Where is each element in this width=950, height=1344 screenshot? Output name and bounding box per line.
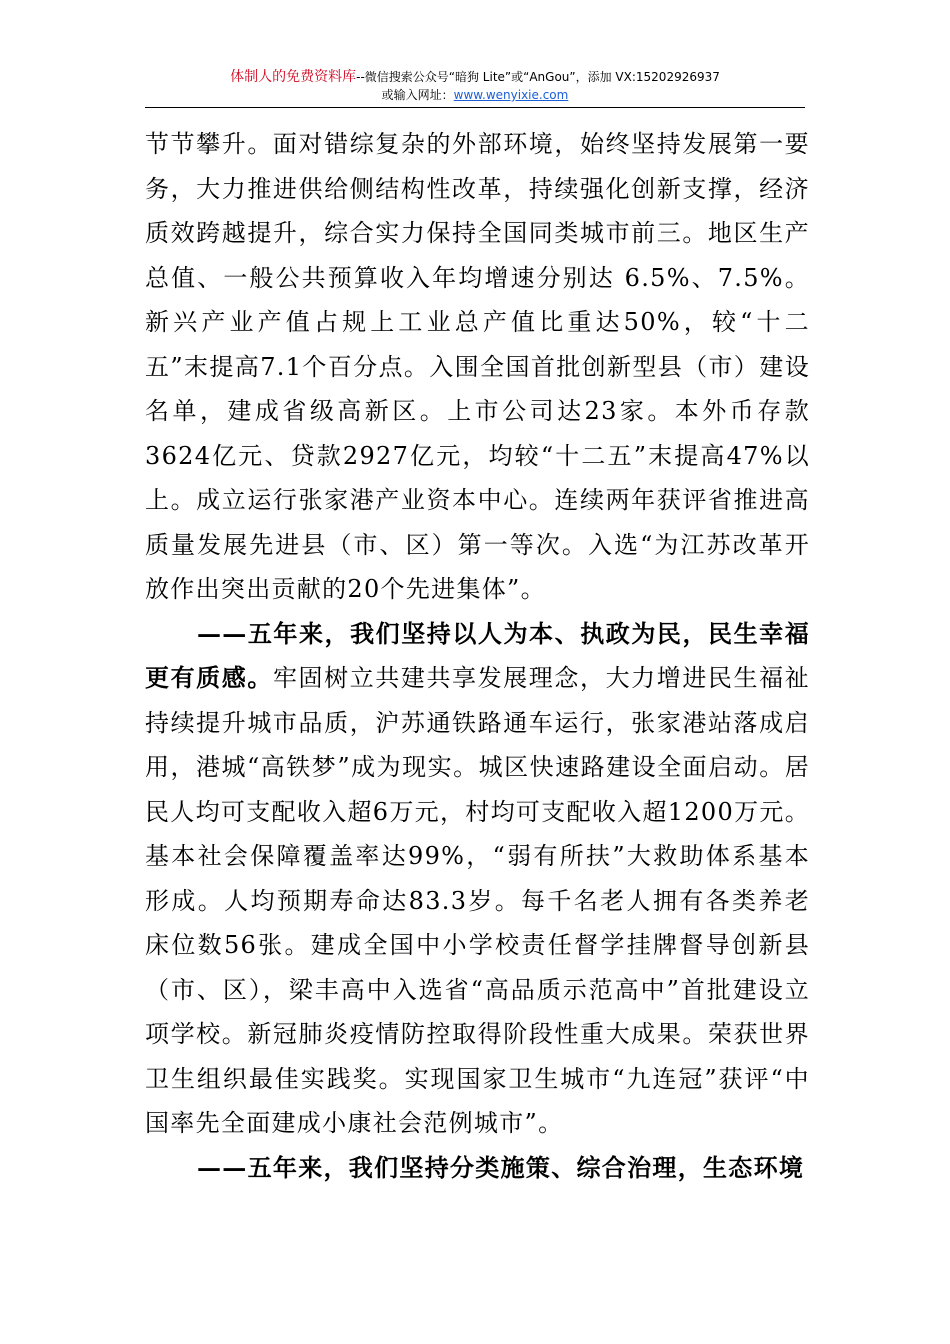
url-prefix: 或输入网址： xyxy=(381,88,454,102)
header-line-1 xyxy=(145,68,805,86)
header-divider xyxy=(145,107,805,108)
website-link[interactable]: www.wenyixie.com xyxy=(453,88,569,102)
paragraph-2 xyxy=(145,612,810,1146)
paragraph-3 xyxy=(145,1146,810,1191)
paragraph-3-lead: ——五年来，我们坚持分类施策、综合治理，生态环境 xyxy=(197,1152,805,1182)
brand-name: 体制人的免费资料库 xyxy=(230,69,357,85)
paragraph-1-text: 节节攀升。面对错综复杂的外部环境，始终坚持发展第一要务，大力推进供给侧结构性改革，持续强化创新支撑，经济质效跨越提升，综合实力保持全国同类城市前三。地区生产总值、一般公共预算收入年均增速分别达 6.5%、7.5%。新兴产业产值占规上工业总产值比重达50%，较“十二五”末提高7.1个百分点。入围全国首批创新型县（市）建设名单，建成省级高新区。上市公司达23家。本外币存款3624亿元、贷款2927亿元，均较“十二五”末提高47%以上。成立运行张家港产业资本中心。连续两年获评省推进高质量发展先进县（市、区）第一等次。入选“为江苏改革开放作出突出贡献的20个先进集体”。 xyxy=(145,130,810,603)
header-subtitle: --微信搜索公众号“暗狗 Lite”或“AnGou”，添加 VX:15202926937 xyxy=(356,70,720,84)
document-body xyxy=(145,122,810,1190)
header-line-2 xyxy=(145,86,805,104)
paragraph-2-text: 牢固树立共建共享发展理念，大力增进民生福祉持续提升城市品质，沪苏通铁路通车运行，张家港站落成启用，港城“高铁梦”成为现实。城区快速路建设全面启动。居民人均可支配收入超6万元，村均可支配收入超1200万元。基本社会保障覆盖率达99%，“弱有所扶”大救助体系基本形成。人均预期寿命达83.3岁。每千名老人拥有各类养老床位数56张。建成全国中小学校责任督学挂牌督导创新县（市、区），梁丰高中入选省“高品质示范高中”首批建设立项学校。新冠肺炎疫情防控取得阶段性重大成果。荣获世界卫生组织最佳实践奖。实现国家卫生城市“九连冠”获评“中国率先全面建成小康社会范例城市”。 xyxy=(145,664,810,1137)
watermark-header xyxy=(145,68,805,104)
paragraph-2-lead: ——五年来，我们坚持以人为本、执政为民，民生幸福更有质感。 xyxy=(145,618,810,692)
paragraph-1 xyxy=(145,122,810,612)
